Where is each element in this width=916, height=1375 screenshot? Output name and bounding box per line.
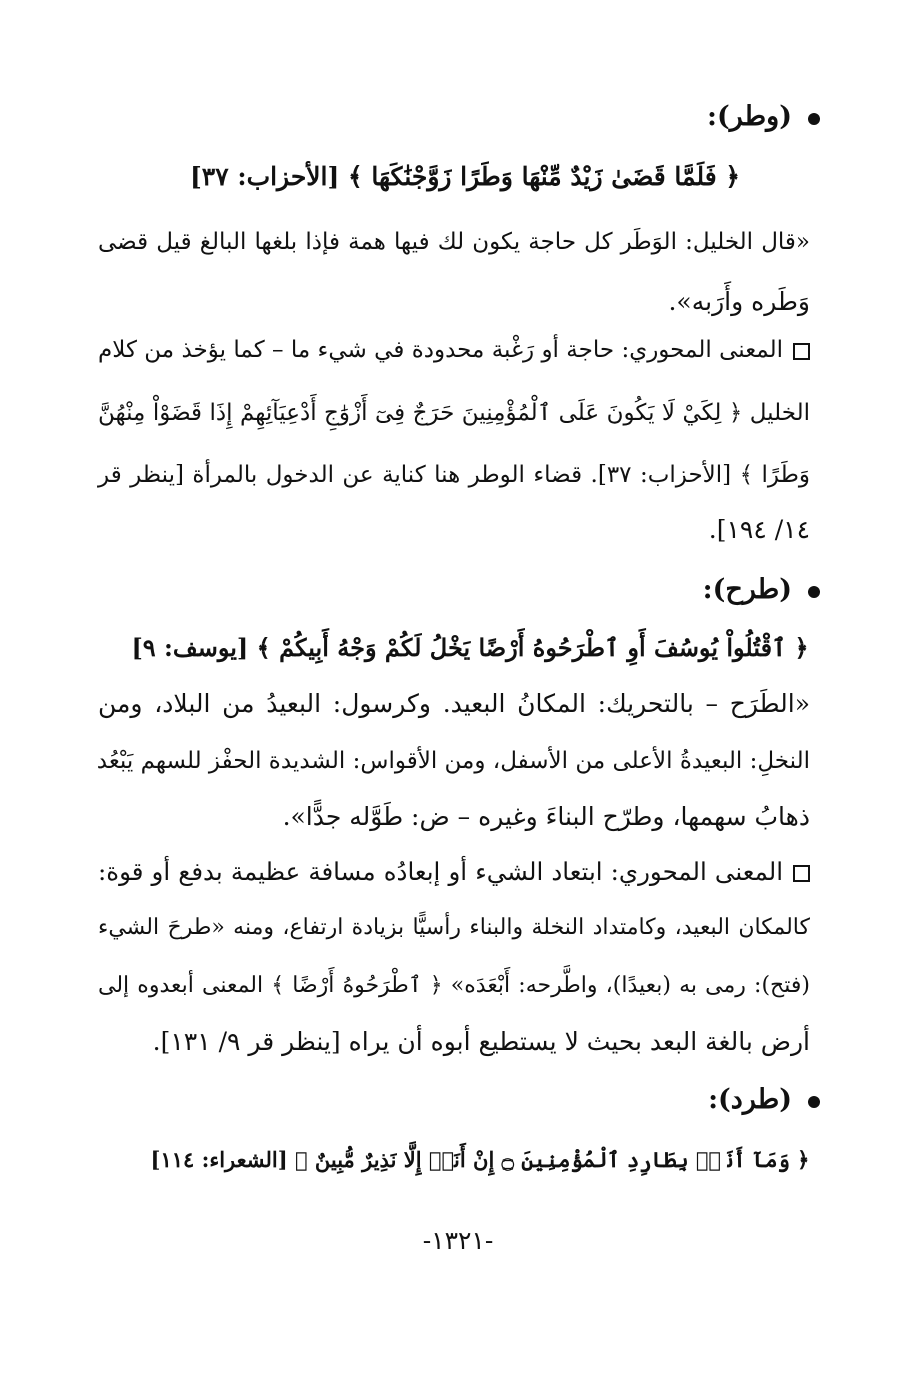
meaning-line: أرض بالغة البعد بحيث لا يستطيع أبوه أن يراه [ينظر قر ٩/ ١٣١]. xyxy=(152,1027,810,1056)
page-number: -١٣٢١- xyxy=(422,1226,494,1255)
meaning-line: كالمكان البعيد، وكامتداد النخلة والبناء رأسيًّا بزيادة ارتفاع، ومنه «طرحَ الشيء xyxy=(98,915,810,940)
quran-verse: ﴿ فَلَمَّا قَضَىٰ زَيْدٌ مِّنْهَا وَطَرًا زَوَّجْنَٰكَهَا ﴾ [الأحزاب: ٣٧] xyxy=(189,162,741,191)
quran-verse: ﴿ وَمَآ أَنَا۠ بِطَارِدِ ٱلْمُؤْمِنِينَ ۝ إِنْ أَنَا۠ إِلَّا نَذِيرٌ مُّبِينٌ ﴾ [الشعراء: ١١٤] xyxy=(150,1147,810,1172)
entry-heading: (وطر): xyxy=(707,97,820,137)
quote-line: «الطَرَح – بالتحريك: المكانُ البعيد. وكرسول: البعيدُ من البلاد، ومن xyxy=(98,689,810,718)
bullet-icon xyxy=(808,1096,820,1108)
square-icon xyxy=(793,343,810,360)
quote-line: وَطَره وأَرَبه». xyxy=(668,287,810,316)
quran-verse: ﴿ ٱقْتُلُواْ يُوسُفَ أَوِ ٱطْرَحُوهُ أَرْضًا يَخْلُ لَكُمْ وَجْهُ أَبِيكُمْ ﴾ [يوسف: ٩] xyxy=(131,633,809,662)
meaning-line: الخليل ﴿ لِكَيْ لَا يَكُونَ عَلَى ٱلْمُؤْمِنِينَ حَرَجٌ فِىٓ أَزْوَٰجِ أَدْعِيَآئِهِمْ إِذَا قَضَوْاْ مِنْهُنَّ xyxy=(98,400,810,426)
quote-line: «قال الخليل: الوَطَر كل حاجة يكون لك فيها همة فإذا بلغها البالغ قيل قضى xyxy=(98,229,810,255)
meaning-line: (فتح): رمى به (بعيدًا)، واطَّرحه: أَبْعَدَه» ﴿ ٱطْرَحُوهُ أَرْضًا ﴾ المعنى أبعدوه إلى xyxy=(98,973,810,998)
bullet-icon xyxy=(808,586,820,598)
bullet-icon xyxy=(808,113,820,125)
square-icon xyxy=(793,865,810,882)
entry-heading: (طرد): xyxy=(708,1080,820,1120)
meaning-line: ١٤/ ١٩٤]. xyxy=(708,515,810,544)
quote-line: ذهابُ سهمها، وطرّح البناءَ وغيره – ض: طَوَّله جدًّا». xyxy=(282,802,810,831)
entry-heading: (طرح): xyxy=(703,570,820,610)
meaning-line: المعنى المحوري: ابتعاد الشيء أو إبعادُه مسافة عظيمة بدفع أو قوة: xyxy=(98,852,810,892)
meaning-line: وَطَرًا ﴾ [الأحزاب: ٣٧]. قضاء الوطر هنا كناية عن الدخول بالمرأة [ينظر قر xyxy=(98,462,810,488)
quote-line: النخلِ: البعيدةُ الأعلى من الأسفل، ومن الأقواس: الشديدة الحفْز للسهم يَبْعُد xyxy=(96,748,810,774)
meaning-line: المعنى المحوري: حاجة أو رَغْبة محدودة في شيء ما – كما يؤخذ من كلام xyxy=(98,330,810,370)
